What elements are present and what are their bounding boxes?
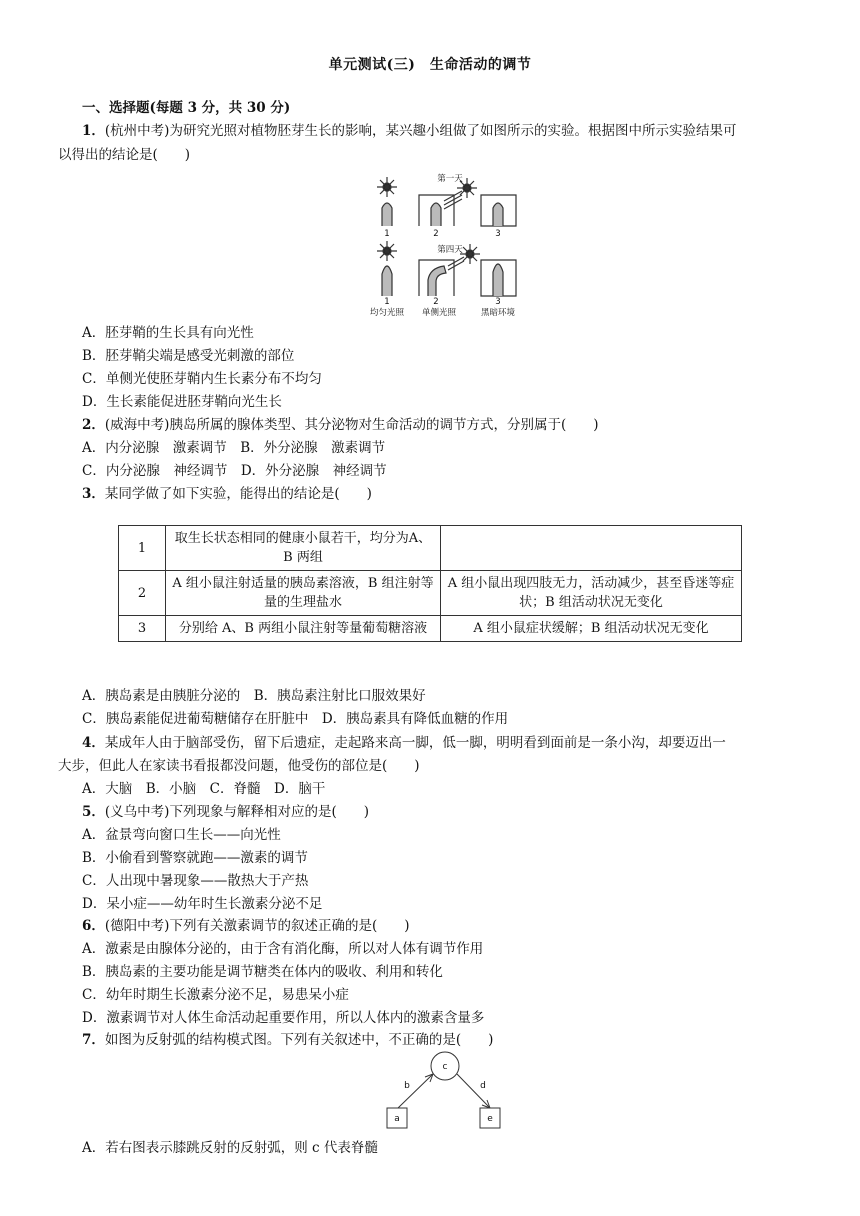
question-number: 1．: [82, 123, 105, 139]
question-text: (杭州中考)为研究光照对植物胚芽生长的影响，某兴趣小组做了如图所示的实验。根据图中所示实验结果可: [104, 123, 737, 139]
question-text: 某同学做了如下实验，能得出的结论是( ): [104, 486, 372, 502]
q3-options-ab: A．胰岛素是由胰脏分泌的 B．胰岛素注射比口服效果好: [82, 688, 426, 704]
sun-icon: [377, 241, 397, 261]
label-1: 1: [384, 229, 390, 239]
caption-unilateral-light: 单侧光照: [421, 308, 457, 318]
q6-option-d: D．激素调节对人体生命活动起重要作用，所以人体内的激素含量多: [82, 1010, 485, 1026]
q5-option-d: D．呆小症——幼年时生长激素分泌不足: [82, 896, 323, 912]
section-heading: 一、选择题(每题 3 分，共 30 分): [82, 100, 291, 116]
q1-option-c: C．单侧光使胚芽鞘内生长素分布不均匀: [82, 371, 322, 387]
question-text: (德阳中考)下列有关激素调节的叙述正确的是( ): [104, 918, 410, 934]
coleoptile-2-day1: [431, 203, 441, 226]
light-arrows-icon: [448, 257, 464, 270]
label-c: c: [442, 1062, 448, 1072]
table-cell: 1: [119, 526, 166, 571]
q5-option-c: C．人出现中暑现象——散热大于产热: [82, 873, 309, 889]
question-number: 2．: [82, 417, 105, 433]
question-number: 6．: [82, 918, 105, 934]
label-b: b: [404, 1081, 410, 1091]
table-cell: [441, 526, 742, 571]
question-1-stem: [82, 121, 736, 141]
question-text: (义乌中考)下列现象与解释相对应的是( ): [104, 804, 369, 820]
label-d: d: [480, 1081, 486, 1091]
question-6-stem: [82, 916, 409, 936]
question-number: 7．: [82, 1032, 105, 1048]
arrow-d: [457, 1074, 490, 1108]
table-cell: A 组小鼠出现四肢无力，活动减少，甚至昏迷等症状；B 组活动状况无变化: [441, 571, 742, 616]
q4-options: A．大脑 B．小脑 C．脊髓 D．脑干: [82, 781, 326, 797]
question-number: 3．: [82, 486, 105, 502]
table-cell: 2: [119, 571, 166, 616]
q6-option-c: C．幼年时期生长激素分泌不足，易患呆小症: [82, 987, 349, 1003]
caption-uniform-light: 均匀光照: [369, 308, 405, 318]
q5-option-a: A．盆景弯向窗口生长——向光性: [82, 827, 281, 843]
q5-option-b: B．小偷看到警察就跑——激素的调节: [82, 850, 308, 866]
q1-option-b: B．胚芽鞘尖端是感受光刺激的部位: [82, 348, 295, 364]
table-cell: A 组小鼠注射适量的胰岛素溶液，B 组注射等量的生理盐水: [166, 571, 441, 616]
table-row: [119, 526, 742, 571]
question-1-stem-cont: 以得出的结论是( ): [58, 147, 191, 163]
reflex-arc-figure: [380, 1050, 510, 1132]
q1-option-d: D．生长素能促进胚芽鞘向光生长: [82, 394, 282, 410]
question-number: 4．: [82, 735, 105, 751]
label-3: 3: [495, 229, 501, 239]
q3-options-cd: C．胰岛素能促进葡萄糖储存在肝脏中 D．胰岛素具有降低血糖的作用: [82, 711, 509, 727]
q6-option-b: B．胰岛素的主要功能是调节糖类在体内的吸收、利用和转化: [82, 964, 443, 980]
coleoptile-1-day1: [382, 203, 392, 226]
coleoptile-3-day4: [493, 264, 503, 296]
label-2: 2: [433, 229, 439, 239]
question-number: 5．: [82, 804, 105, 820]
label-2-day4: 2: [433, 297, 439, 307]
question-3-stem: [82, 484, 372, 504]
question-7-stem: [82, 1030, 493, 1050]
question-text: 如图为反射弧的结构模式图。下列有关叙述中，不正确的是( ): [104, 1032, 494, 1048]
sun-icon: [377, 177, 397, 197]
q2-options-ab: A．内分泌腺 激素调节 B．外分泌腺 激素调节: [82, 440, 386, 456]
q6-option-a: A．激素是由腺体分泌的，由于含有消化酶，所以对人体有调节作用: [82, 941, 484, 957]
question-4-stem: [82, 733, 726, 753]
question-text: 某成年人由于脑部受伤，留下后遗症，走起路来高一脚，低一脚，明明看到面前是一条小沟，却要迈出一: [104, 735, 726, 751]
table-cell: A 组小鼠症状缓解；B 组活动状况无变化: [441, 616, 742, 642]
coleoptile-3-day1: [493, 203, 503, 226]
caption-dark: 黑暗环境: [480, 308, 516, 318]
light-arrows-icon: [444, 191, 462, 209]
day1-label: 第一天: [437, 174, 463, 184]
table-cell: 分别给 A、B 两组小鼠注射等量葡萄糖溶液: [166, 616, 441, 642]
question-2-stem: [82, 415, 598, 435]
page-title: 单元测试(三) 生命活动的调节: [328, 57, 532, 73]
coleoptile-experiment-figure: [364, 168, 534, 320]
table-row: [119, 616, 742, 642]
question-4-stem-cont: 大步，但此人在家读书看报都没问题，他受伤的部位是( ): [58, 758, 420, 774]
table-cell: 取生长状态相同的健康小鼠若干，均分为A、B 两组: [166, 526, 441, 571]
label-a: a: [394, 1114, 400, 1124]
arrow-b: [398, 1074, 433, 1108]
label-3-day4: 3: [495, 297, 501, 307]
q1-option-a: A．胚芽鞘的生长具有向光性: [82, 325, 254, 341]
table-row: [119, 571, 742, 616]
coleoptile-1-day4: [382, 266, 392, 296]
q7-option-a: A．若右图表示膝跳反射的反射弧，则 c 代表脊髓: [82, 1140, 378, 1156]
q2-options-cd: C．内分泌腺 神经调节 D．外分泌腺 神经调节: [82, 463, 387, 479]
experiment-table: [118, 525, 742, 642]
table-cell: 3: [119, 616, 166, 642]
coleoptile-2-day4: [428, 266, 446, 296]
label-e: e: [487, 1114, 493, 1124]
question-text: (威海中考)胰岛所属的腺体类型、其分泌物对生命活动的调节方式，分别属于( ): [104, 417, 599, 433]
day4-label: 第四天: [437, 245, 463, 255]
label-1-day4: 1: [384, 297, 390, 307]
question-5-stem: [82, 802, 369, 822]
